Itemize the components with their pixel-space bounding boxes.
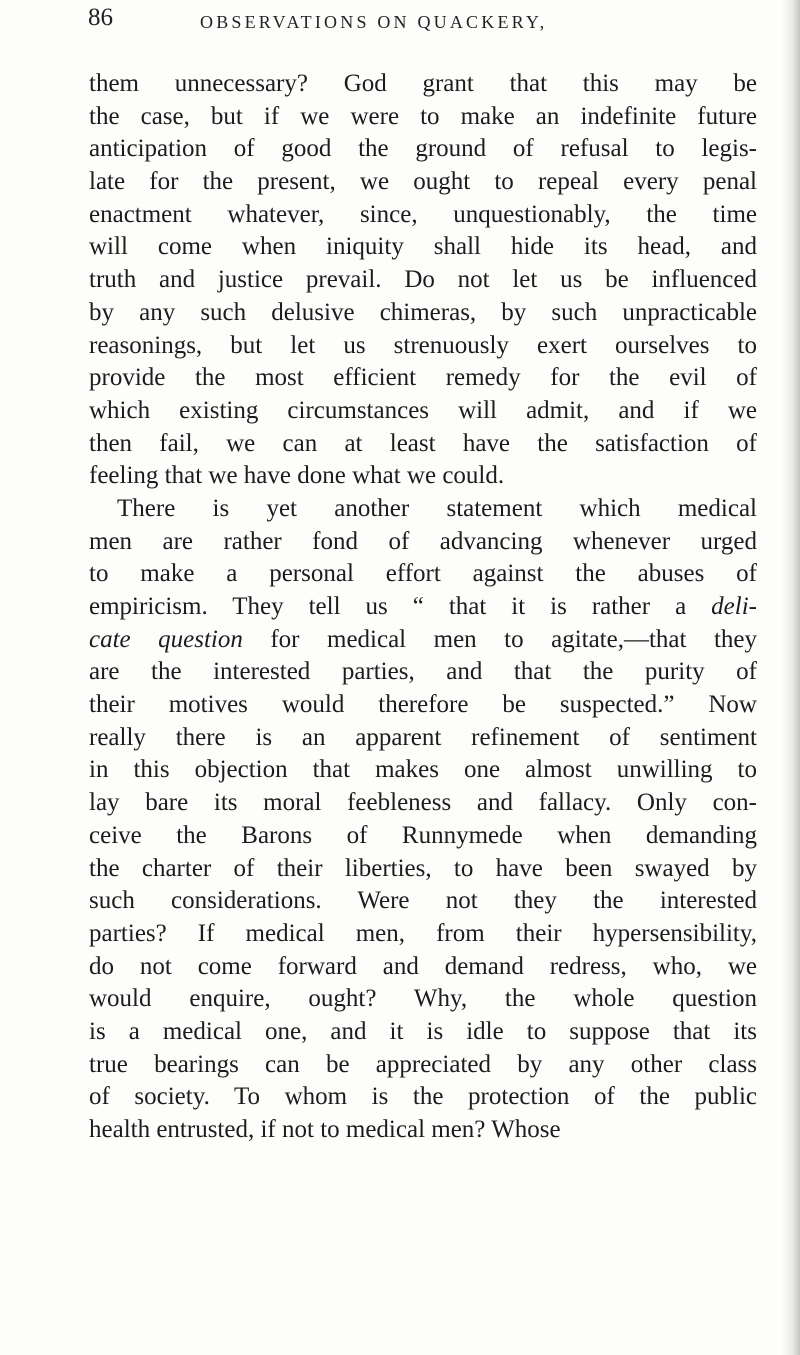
text-line: cate question for medical men to agitate,—that they bbox=[89, 625, 757, 653]
text-line: men are rather fond of advancing whenever urged bbox=[89, 527, 757, 555]
text-line: will come when iniquity shall hide its head, and bbox=[89, 233, 757, 261]
text-line: by any such delusive chimeras, by such unpracticable bbox=[89, 298, 757, 326]
page-number: 86 bbox=[88, 4, 113, 31]
text-line: really there is an apparent refinement of sentiment bbox=[89, 723, 757, 751]
text-line: ceive the Barons of Runnymede when demanding bbox=[89, 821, 757, 849]
page-edge-shadow bbox=[782, 0, 800, 1355]
text-line: of society. To whom is the protection of the public bbox=[89, 1083, 757, 1111]
text-line: such considerations. Were not they the interested bbox=[89, 887, 757, 915]
text-line: late for the present, we ought to repeal every penal bbox=[89, 168, 757, 196]
text-line: would enquire, ought? Why, the whole question bbox=[89, 985, 757, 1013]
text-line: them unnecessary? God grant that this may be bbox=[89, 70, 757, 97]
text-line: lay bare its moral feebleness and fallacy. Only con- bbox=[89, 789, 757, 817]
text-line: the charter of their liberties, to have been swayed by bbox=[89, 854, 757, 882]
text-line: in this objection that makes one almost unwilling to bbox=[89, 756, 757, 784]
text-line: are the interested parties, and that the purity of bbox=[89, 658, 757, 686]
text-line: empiricism. They tell us “ that it is rather a deli- bbox=[89, 593, 757, 620]
text-line: There is yet another statement which medical bbox=[117, 494, 757, 522]
text-line: parties? If medical men, from their hypersensibility, bbox=[89, 919, 757, 947]
running-title: OBSERVATIONS ON QUACKERY, bbox=[200, 12, 548, 32]
text-line: enactment whatever, since, unquestionably, the time bbox=[89, 200, 757, 228]
text-line: which existing circumstances will admit, and if we bbox=[89, 396, 757, 424]
text-line: do not come forward and demand redress, who, we bbox=[89, 952, 757, 980]
text-line: truth and justice prevail. Do not let us be influenced bbox=[89, 266, 757, 294]
running-head bbox=[88, 0, 728, 44]
text-line: reasonings, but let us strenuously exert ourselves to bbox=[89, 331, 757, 359]
body-text bbox=[89, 68, 757, 1147]
text-line: the case, but if we were to make an indefinite future bbox=[89, 102, 757, 130]
text-line: health entrusted, if not to medical men? Whose bbox=[89, 1116, 561, 1143]
text-line: then fail, we can at least have the satisfaction of bbox=[89, 429, 757, 457]
text-line: is a medical one, and it is idle to suppose that its bbox=[89, 1017, 757, 1045]
text-line: true bearings can be appreciated by any other class bbox=[89, 1050, 757, 1078]
text-line: their motives would therefore be suspected.” Now bbox=[89, 691, 757, 719]
text-line: provide the most efficient remedy for the evil of bbox=[89, 364, 757, 392]
text-line: to make a personal effort against the abuses of bbox=[89, 560, 757, 588]
text-line: anticipation of good the ground of refusal to legis- bbox=[89, 135, 757, 163]
text-line: feeling that we have done what we could. bbox=[89, 462, 505, 490]
